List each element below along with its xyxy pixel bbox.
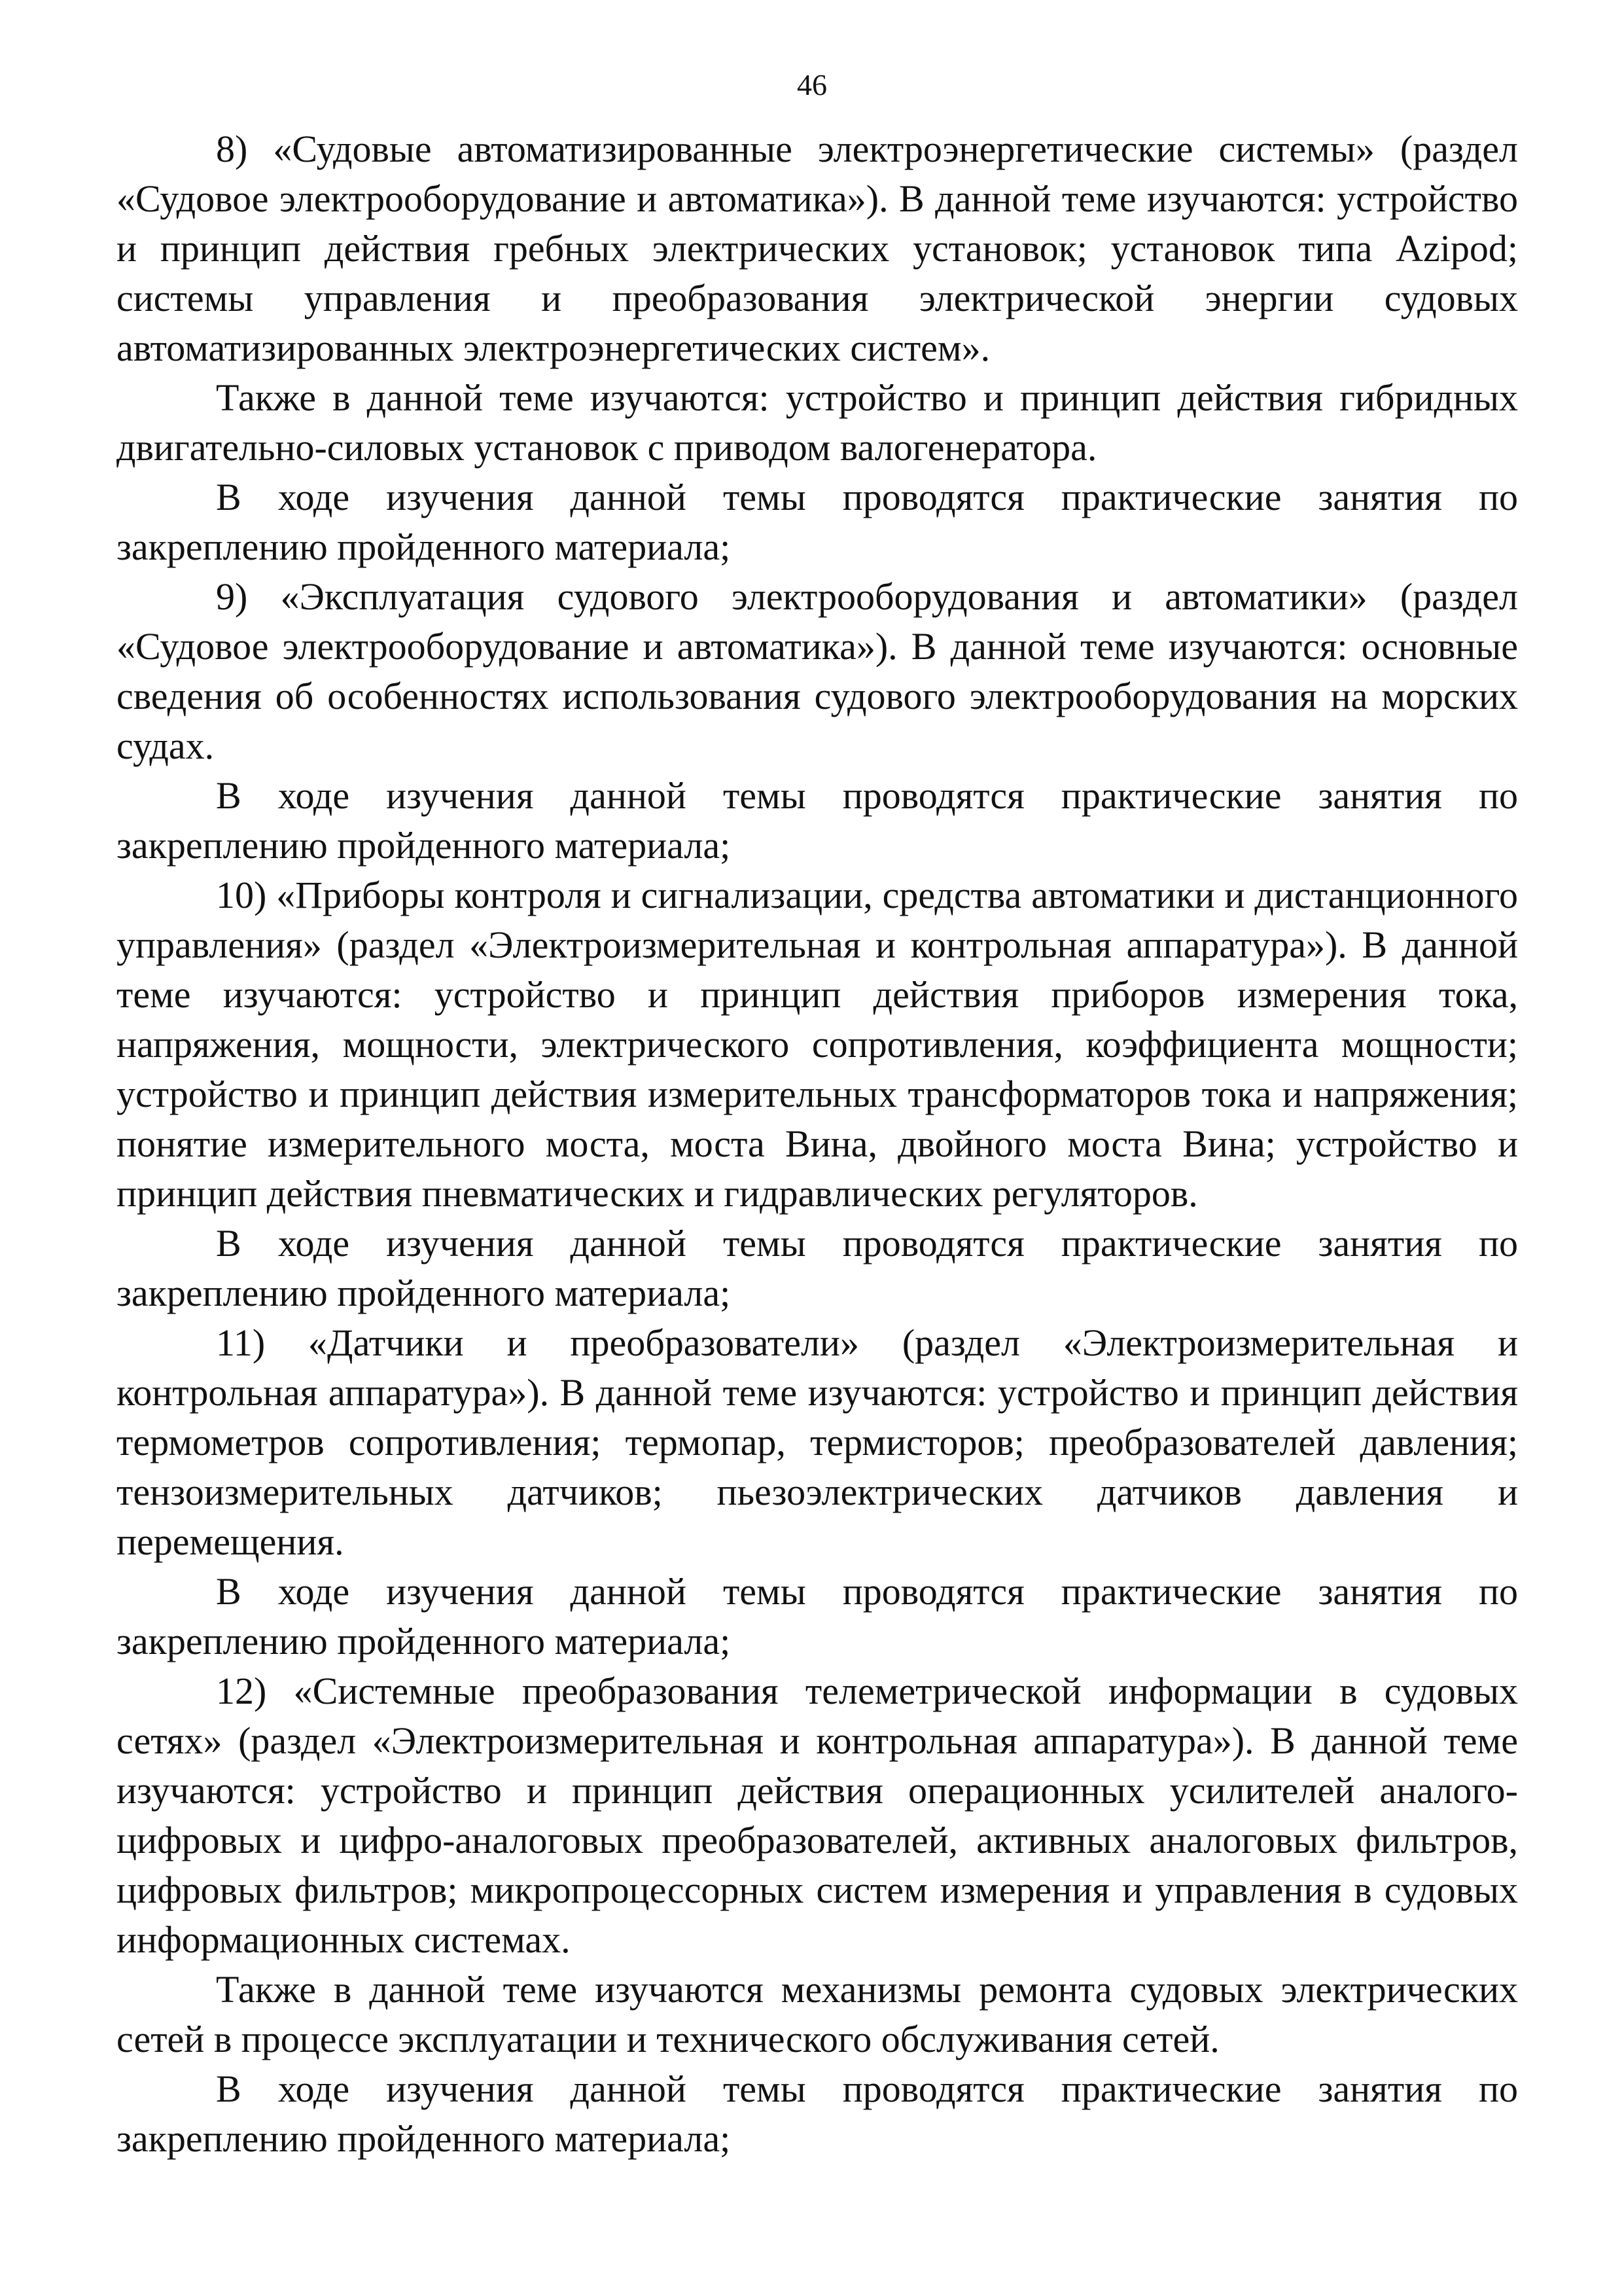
paragraph-topic-10-practice: В ходе изучения данной темы проводятся практические занятия по закреплению пройденного материала; [116, 1222, 1518, 1314]
paragraph-topic-9: 9) «Эксплуатация судового электрооборудования и автоматики» (раздел «Судовое электрооборудование и автоматика»). В данной теме изучаются: основные сведения об особенностях использования судового электрооборудования на морских судах. [116, 575, 1518, 767]
paragraph-topic-9-practice: В ходе изучения данной темы проводятся практические занятия по закреплению пройденного материала; [116, 774, 1518, 867]
page-number: 46 [797, 68, 827, 101]
paragraph-topic-12-extra: Также в данной теме изучаются механизмы ремонта судовых электрических сетей в процессе эксплуатации и технического обслуживания сетей. [116, 1968, 1518, 2060]
paragraph-topic-12: 12) «Системные преобразования телеметрической информации в судовых сетях» (раздел «Электроизмерительная и контрольная аппаратура»). В данной теме изучаются: устройство и принцип действия операционных усилителей аналого-цифровых и цифро-аналоговых преобразователей, активных аналоговых фильтров, цифровых фильтров; микропроцессорных систем измерения и управления в судовых информационных системах. [116, 1670, 1518, 1961]
paragraph-topic-8: 8) «Судовые автоматизированные электроэнергетические системы» (раздел «Судовое электрооборудование и автоматика»). В данной теме изучаются: устройство и принцип действия гребных электрических установок; установок типа Azipod; системы управления и преобразования электрической энергии судовых автоматизированных электроэнергетических систем». [116, 128, 1518, 369]
paragraph-topic-11: 11) «Датчики и преобразователи» (раздел «Электроизмерительная и контрольная аппаратура»). В данной теме изучаются: устройство и принцип действия термометров сопротивления; термопар, термисторов; преобразователей давления; тензоизмерительных датчиков; пьезоэлектрических датчиков давления и перемещения. [116, 1321, 1518, 1563]
document-body [116, 124, 1518, 2164]
paragraph-topic-10: 10) «Приборы контроля и сигнализации, средства автоматики и дистанционного управления» (раздел «Электроизмерительная и контрольная аппаратура»). В данной теме изучаются: устройство и принцип действия приборов измерения тока, напряжения, мощности, электрического сопротивления, коэффициента мощности; устройство и принцип действия измерительных трансформаторов тока и напряжения; понятие измерительного моста, моста Вина, двойного моста Вина; устройство и принцип действия пневматических и гидравлических регуляторов. [116, 874, 1518, 1215]
paragraph-topic-8-extra: Также в данной теме изучаются: устройство и принцип действия гибридных двигательно-силовых установок с приводом валогенератора. [116, 376, 1518, 469]
paragraph-topic-11-practice: В ходе изучения данной темы проводятся практические занятия по закреплению пройденного материала; [116, 1570, 1518, 1662]
paragraph-topic-8-practice: В ходе изучения данной темы проводятся практические занятия по закреплению пройденного материала; [116, 476, 1518, 568]
paragraph-topic-12-practice: В ходе изучения данной темы проводятся практические занятия по закреплению пройденного материала; [116, 2068, 1518, 2160]
